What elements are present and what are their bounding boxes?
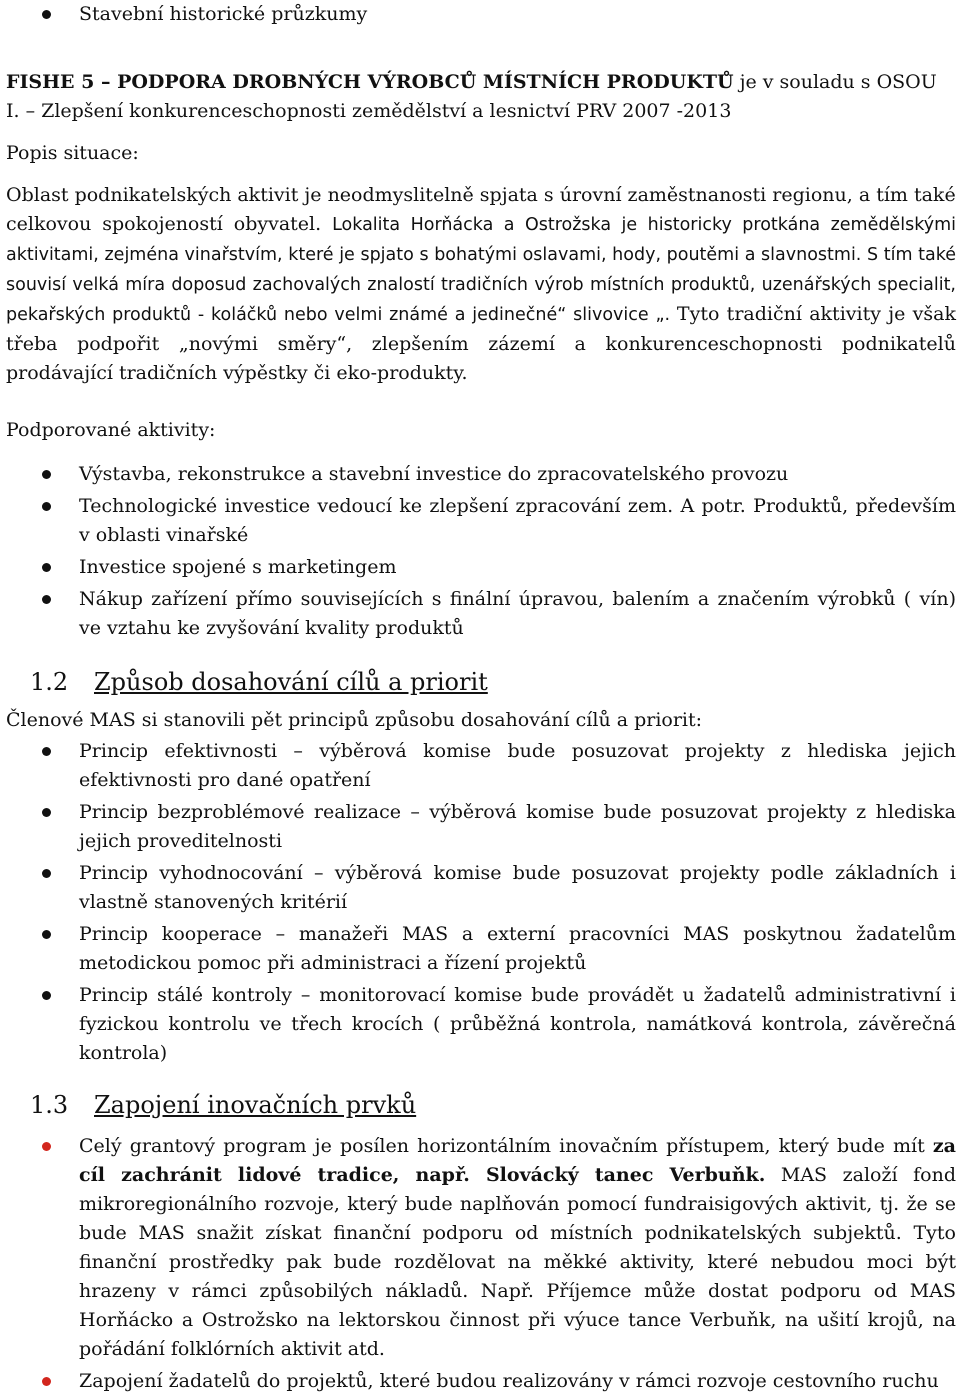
innovation-list — [6, 1132, 956, 1396]
list-item: Technologické investice vedoucí ke zlepšení zpracování zem. A potr. Produktů, především v oblasti vinařské — [6, 492, 956, 550]
section-heading-1-3: 1.3 Zapojení inovačních prvků — [30, 1091, 417, 1119]
bullet-icon — [42, 502, 51, 511]
fiche-title: FISHE 5 – PODPORA DROBNÝCH VÝROBCŮ MÍSTNÍCH PRODUKTŮ — [6, 71, 734, 93]
list-item: Výstavba, rekonstrukce a stavební investice do zpracovatelského provozu — [6, 460, 956, 489]
popis-heading: Popis situace: — [6, 142, 139, 164]
bullet-icon — [42, 595, 51, 604]
section-heading-1-2: 1.2 Způsob dosahování cílů a priorit — [30, 668, 488, 696]
list-item: Investice spojené s marketingem — [6, 553, 956, 582]
principles-list — [6, 737, 956, 1068]
section-1-2-intro: Členové MAS si stanovili pět principů způsobu dosahování cílů a priorit: — [6, 709, 703, 731]
top-bullet-list — [6, 0, 956, 29]
bullet-icon — [42, 747, 51, 756]
list-item: Zapojení žadatelů do projektů, které budou realizovány v rámci rozvoje cestovního ruchu — [6, 1367, 956, 1396]
fiche-paragraph — [6, 68, 956, 126]
list-item: Stavební historické průzkumy — [6, 0, 956, 29]
bullet-icon — [42, 563, 51, 572]
list-item: Celý grantový program je posílen horizontálním inovačním přístupem, který bude mít za cíl zachránit lidové tradice, např. Slovácký tanec Verbuňk. MAS založí fond mikroregionálního rozvoje, který bude naplňován pomocí fundraisigových aktivit, tj. že se bude MAS snažit získat finanční podporu od místních podnikatelských subjektů. Tyto finanční prostředky pak bude rozdělovat na měkké aktivity, které nebudou moci být hrazeny v rámci způsobilých nákladů. Např. Příjemce může dostat podporu od MAS Horňácko a Ostrožsko na lektorskou činnost při výuce tance Verbuňk, na ušití krojů, na pořádání folklórních aktivit atd. — [6, 1132, 956, 1364]
list-item: Princip stálé kontroly – monitorovací komise bude provádět u žadatelů administrativní i fyzickou kontrolu ve třech krocích ( průběžná kontrola, namátková kontrola, závěrečná kontrola) — [6, 981, 956, 1068]
bullet-icon — [42, 1377, 51, 1386]
popis-line-1: Oblast podnikatelských aktivit je neodmyslitelně spjata s úrovní zaměstnanosti regionu, a tím také — [6, 184, 956, 206]
bullet-icon — [42, 808, 51, 817]
list-item: Nákup zařízení přímo souvisejících s finální úpravou, balením a značením výrobků ( vín) ve vztahu ke zvyšování kvality produktů — [6, 585, 956, 643]
list-item: Princip bezproblémové realizace – výběrová komise bude posuzovat projekty z hlediska jejich proveditelnosti — [6, 798, 956, 856]
bullet-icon — [42, 991, 51, 1000]
bullet-icon — [42, 470, 51, 479]
list-item: Princip efektivnosti – výběrová komise bude posuzovat projekty z hlediska jejich efektivnosti pro dané opatření — [6, 737, 956, 795]
bullet-icon — [42, 930, 51, 939]
popis-paragraph: celkovou spokojeností obyvatel. Lokalita Horňácka a Ostrožska je historicky protkána zemědělskými aktivitami, zejména vinařstvím, které je spjato s bohatými oslavami, hody, poutěmi a slavnostmi. S tím také souvisí velká míra doposud zachovalých znalostí tradičních výrob místních produktů, uzenářských specialit, pekařských produktů - koláčků nebo velmi známé a jedinečné“ slivovice „. Tyto tradiční aktivity je však třeba podpořit „novými směry“, zlepšením zázemí a konkurenceschopnosti podnikatelů prodávající tradičních výpěstky či eko-produkty. — [6, 213, 956, 384]
bullet-icon — [42, 869, 51, 878]
bullet-icon — [42, 1142, 51, 1151]
podporovane-list — [6, 460, 956, 643]
fiche-rest: je v souladu s OSOU I. – Zlepšení konkurenceschopnosti zemědělství a lesnictví PRV 2007 -2013 — [6, 71, 937, 122]
list-item: Princip kooperace – manažeři MAS a externí pracovníci MAS poskytnou žadatelům metodickou pomoc při administraci a řízení projektů — [6, 920, 956, 978]
bullet-icon — [42, 10, 51, 19]
podporovane-heading: Podporované aktivity: — [6, 419, 216, 441]
list-item: Princip vyhodnocování – výběrová komise bude posuzovat projekty podle základních i vlastně stanovených kritérií — [6, 859, 956, 917]
